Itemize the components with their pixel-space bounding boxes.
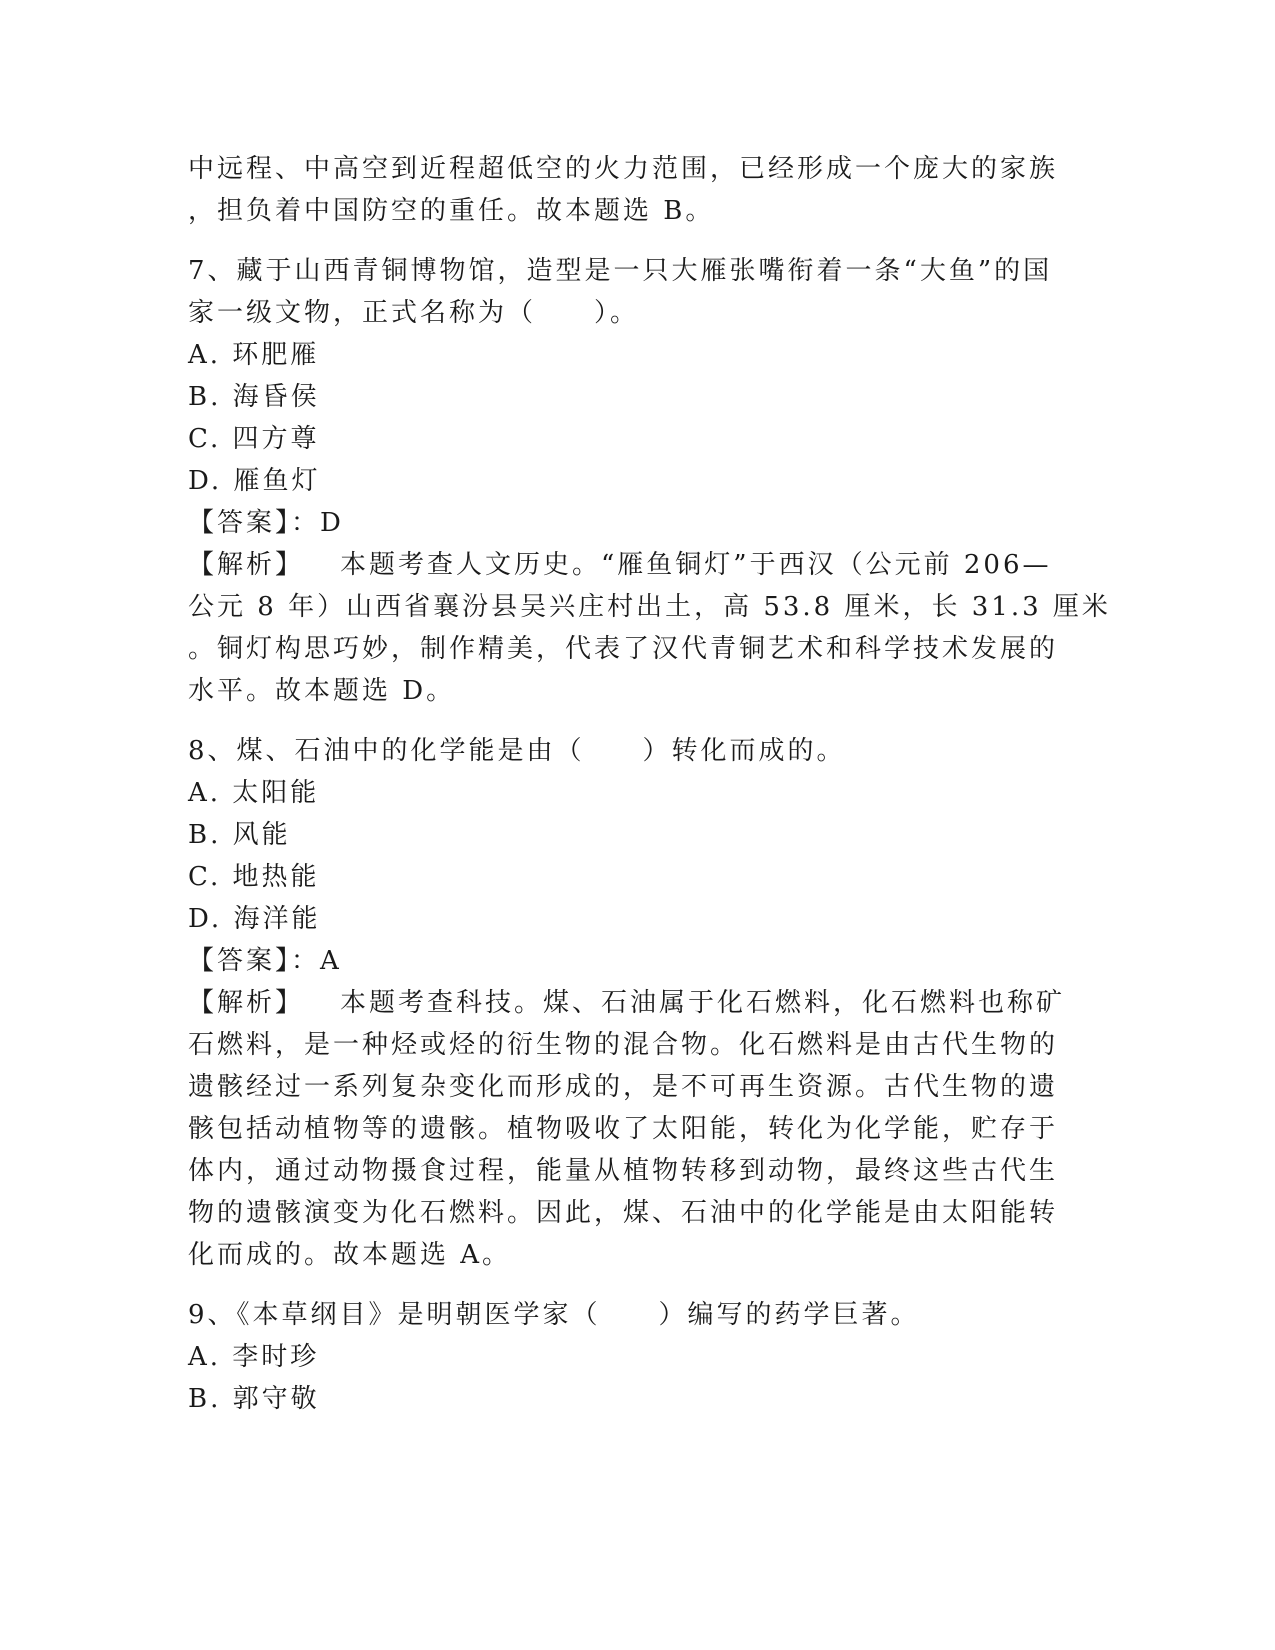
question-7-answer <box>188 502 1088 544</box>
answer-value: A <box>320 946 342 976</box>
answer-label: 【答案】： <box>188 508 321 538</box>
analysis-text-line: 遗骸经过一系列复杂变化而形成的，是不可再生资源。古代生物的遗 <box>188 1072 1059 1102</box>
question-7-option-a: A. 环肥雁 <box>188 340 320 370</box>
answer-label: 【答案】： <box>188 946 321 976</box>
analysis-text-line: 体内，通过动物摄食过程，能量从植物转移到动物，最终这些古代生 <box>188 1156 1059 1186</box>
question-8-analysis <box>188 982 1088 1024</box>
analysis-text-line: 。铜灯构思巧妙，制作精美，代表了汉代青铜艺术和科学技术发展的 <box>188 634 1059 664</box>
analysis-text-line: 石燃料，是一种烃或烃的衍生物的混合物。化石燃料是由古代生物的 <box>188 1030 1059 1060</box>
question-7-text: 家一级文物，正式名称为（ ）。 <box>188 298 640 328</box>
question-8-option-b: B. 风能 <box>188 820 291 850</box>
question-9-option-b: B. 郭守敬 <box>188 1384 320 1414</box>
question-9-text: 9、《本草纲目》是明朝医学家（ ）编写的药学巨著。 <box>188 1300 920 1330</box>
analysis-text: 本题考查人文历史。“雁鱼铜灯”于西汉（公元前 206— <box>340 550 1052 580</box>
analysis-text-line: 化而成的。故本题选 A。 <box>188 1240 512 1270</box>
question-8-text: 8、煤、石油中的化学能是由（ ）转化而成的。 <box>188 736 846 766</box>
question-9-option-a: A. 李时珍 <box>188 1342 320 1372</box>
question-8-option-c: C. 地热能 <box>188 862 320 892</box>
analysis-label: 【解析】 <box>188 988 305 1018</box>
question-8-answer <box>188 940 1088 982</box>
answer-value: D <box>320 508 344 538</box>
analysis-continuation-line: 中远程、中高空到近程超低空的火力范围，已经形成一个庞大的家族 <box>188 154 1059 184</box>
analysis-text-line: 水平。故本题选 D。 <box>188 676 456 706</box>
analysis-text-line: 物的遗骸演变为化石燃料。因此，煤、石油中的化学能是由太阳能转 <box>188 1198 1059 1228</box>
question-7-option-c: C. 四方尊 <box>188 424 320 454</box>
question-7-option-b: B. 海昏侯 <box>188 382 320 412</box>
analysis-text-line: 公元 8 年）山西省襄汾县吴兴庄村出土，高 53.8 厘米，长 31.3 厘米 <box>188 592 1111 622</box>
question-7-analysis <box>188 544 1088 586</box>
question-7-option-d: D. 雁鱼灯 <box>188 466 321 496</box>
question-7-text: 7、藏于山西青铜博物馆，造型是一只大雁张嘴衔着一条“大鱼”的国 <box>188 256 1053 286</box>
question-8-option-a: A. 太阳能 <box>188 778 320 808</box>
analysis-continuation-line: ，担负着中国防空的重任。故本题选 B。 <box>188 196 715 226</box>
page-content <box>188 148 1111 1420</box>
analysis-label: 【解析】 <box>188 550 305 580</box>
analysis-text: 本题考查科技。煤、石油属于化石燃料，化石燃料也称矿 <box>340 988 1066 1018</box>
question-8-option-d: D. 海洋能 <box>188 904 321 934</box>
analysis-text-line: 骸包括动植物等的遗骸。植物吸收了太阳能，转化为化学能，贮存于 <box>188 1114 1059 1144</box>
